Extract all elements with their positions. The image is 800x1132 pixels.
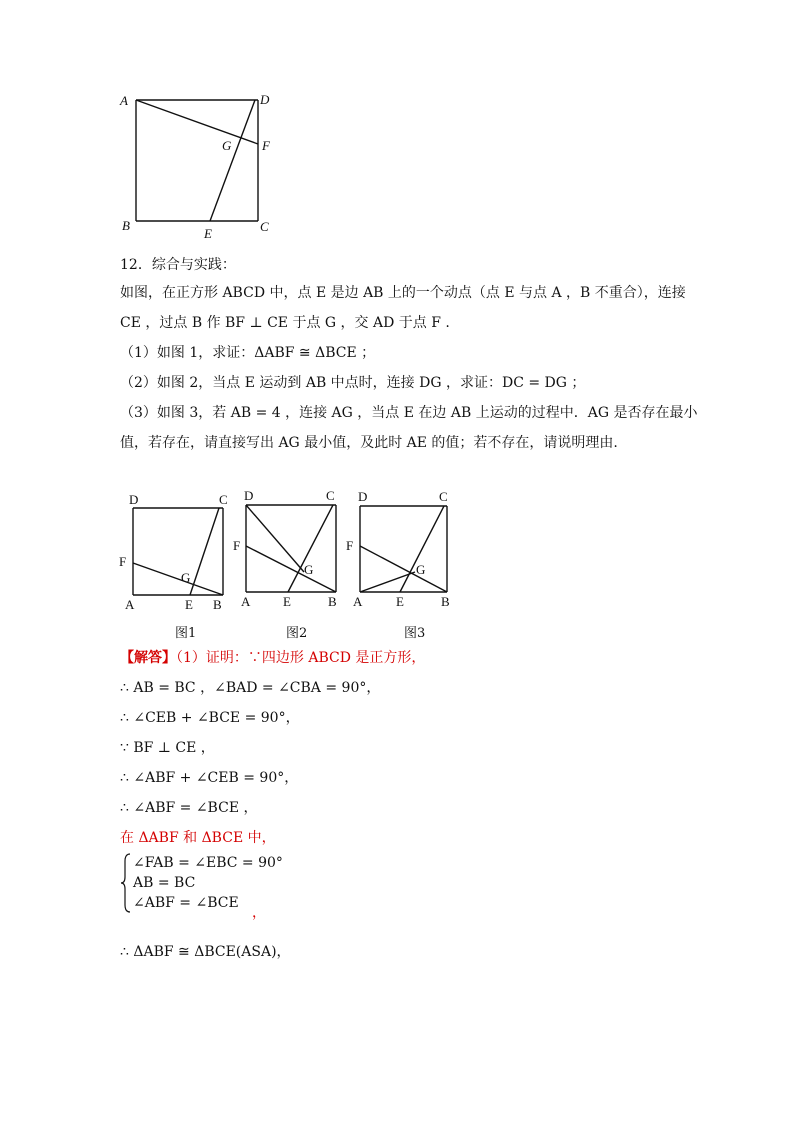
problem-heading: 12．综合与实践： xyxy=(120,257,236,273)
fig2-label-F: F xyxy=(233,538,241,553)
solution-tag: 【解答】 xyxy=(120,650,176,666)
fig1-label-E: E xyxy=(185,597,193,612)
solution-step-6: 在 ΔABF 和 ΔBCE 中， xyxy=(120,830,276,846)
label-A: A xyxy=(120,93,128,108)
solution-step-2: ∴ ∠CEB + ∠BCE = 90°， xyxy=(120,710,300,726)
fig3-label-E: E xyxy=(396,594,404,609)
solution-step-1: ∴ AB = BC ，∠BAD = ∠CBA = 90°， xyxy=(120,680,381,696)
fig2-label-D: D xyxy=(244,488,254,503)
question-2: （2）如图 2，当点 E 运动到 AB 中点时，连接 DG ，求证：DC = DG ； xyxy=(120,375,586,391)
problem-stem-1: 如图，在正方形 ABCD 中，点 E 是边 AB 上的一个动点（点 E 与点 A ，B 不重合），连接 xyxy=(120,285,686,301)
label-B: B xyxy=(122,218,130,233)
solution-intro: （1）证明：∵四边形 ABCD 是正方形， xyxy=(176,650,426,666)
top-figure xyxy=(112,88,282,238)
label-C: C xyxy=(260,219,269,234)
fig1-label-A: A xyxy=(125,597,135,612)
fig3-label-C: C xyxy=(439,489,448,504)
solution-intro-line xyxy=(120,648,425,668)
figure-3 xyxy=(343,488,468,613)
label-F: F xyxy=(262,138,270,153)
system-line-2: AB = BC xyxy=(133,875,196,891)
fig2-label-B: B xyxy=(328,594,337,609)
system-line-3: ∠ABF = ∠BCE xyxy=(133,895,239,911)
solution-step-5: ∴ ∠ABF = ∠BCE ， xyxy=(120,800,258,816)
fig2-label-C: C xyxy=(326,488,335,503)
fig1-label-C: C xyxy=(219,492,228,507)
fig1-label-G: G xyxy=(181,570,191,585)
solution-step-4: ∴ ∠ABF + ∠CEB = 90°， xyxy=(120,770,299,786)
fig2-label-E: E xyxy=(283,594,291,609)
fig1-label-F: F xyxy=(119,554,127,569)
question-3-line-2: 值，若存在，请直接写出 AG 最小值，及此时 AE 的值；若不存在，请说明理由. xyxy=(120,435,618,451)
fig3-label-F: F xyxy=(346,538,354,553)
figure-2 xyxy=(228,488,353,613)
fig1-label-D: D xyxy=(129,492,139,507)
fig2-label-G: G xyxy=(304,562,314,577)
fig1-label-B: B xyxy=(213,597,222,612)
fig2-label-A: A xyxy=(241,594,251,609)
fig3-label-G: G xyxy=(416,562,426,577)
system-brace xyxy=(121,853,131,913)
label-E: E xyxy=(204,226,212,238)
label-D: D xyxy=(260,92,270,107)
label-G: G xyxy=(222,138,232,153)
question-1: （1）如图 1，求证：ΔABF ≅ ΔBCE ； xyxy=(120,345,376,361)
system-line-1: ∠FAB = ∠EBC = 90° xyxy=(133,855,283,871)
figure-1 xyxy=(115,488,235,613)
question-3-line-1: （3）如图 3，若 AB = 4 ，连接 AG ，当点 E 在边 AB 上运动的过程中．AG 是否存在最小 xyxy=(120,405,698,421)
figure-3-caption: 图3 xyxy=(404,626,426,641)
figure-2-caption: 图2 xyxy=(286,626,308,641)
fig3-label-B: B xyxy=(441,594,450,609)
system-end-comma: ， xyxy=(252,905,266,921)
solution-step-3: ∵ BF ⊥ CE ， xyxy=(120,740,215,756)
fig3-label-D: D xyxy=(358,489,368,504)
solution-step-7: ∴ ΔABF ≅ ΔBCE(ASA)， xyxy=(120,944,291,960)
problem-stem-2: CE ，过点 B 作 BF ⊥ CE 于点 G ，交 AD 于点 F . xyxy=(120,315,450,331)
fig3-label-A: A xyxy=(353,594,363,609)
figure-1-caption: 图1 xyxy=(175,626,197,641)
